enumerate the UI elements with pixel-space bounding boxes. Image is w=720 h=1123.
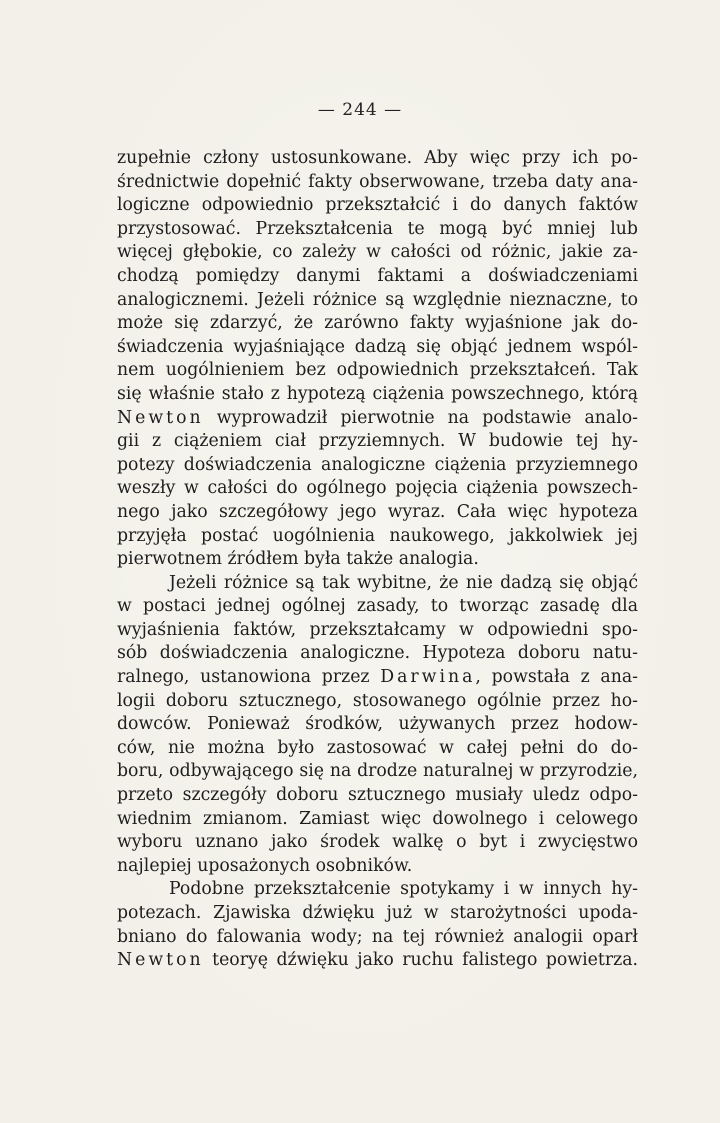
text-line: chodzą pomiędzy danymi faktami a doświadczeniami xyxy=(117,265,638,286)
spaced-name-darwina: Darwina xyxy=(380,667,476,688)
text-line: przystosować. Przekształcenia te mogą być mniej lub xyxy=(117,218,638,239)
text-line: wiednim zmianom. Zamiast więc dowolnego i celowego xyxy=(117,808,638,829)
text-line: świadczenia wyjaśniające dadzą się objąć jednem wspól- xyxy=(117,336,638,357)
text-line: w postaci jednej ogólnej zasady, to tworząc zasadę dla xyxy=(117,596,638,617)
text-line: przeto szczegóły doboru sztucznego musiały uledz odpo- xyxy=(117,785,638,806)
text-line: sób doświadczenia analogiczne. Hypoteza doboru natu- xyxy=(117,643,638,664)
text-line: bniano do falowania wody; na tej również analogii oparł xyxy=(117,926,638,947)
text-line: potezach. Zjawiska dźwięku już w starożytności upoda- xyxy=(117,903,638,923)
text-line: Jeżeli różnice są tak wybitne, że nie dadzą się objąć xyxy=(169,572,638,593)
text-line: nem uogólnieniem bez odpowiednich przekształceń. Tak xyxy=(117,360,638,381)
spaced-name-newton: Newton xyxy=(117,950,204,971)
text-line: wyboru uznano jako środek walkę o byt i zwycięstwo xyxy=(117,832,638,853)
text-line: ców, nie można było zastosować w całej pełni do do- xyxy=(117,737,638,758)
text-line: dowców. Ponieważ środków, używanych przez hodow- xyxy=(117,714,638,735)
text-line: weszły w całości do ogólnego pojęcia ciążenia powszech- xyxy=(117,478,638,499)
text-line: ralnego, ustanowiona przez Darwina, powstała z ana- xyxy=(117,667,638,688)
text-line: się właśnie stało z hypotezą ciążenia powszechnego, którą xyxy=(117,383,638,404)
text-line: przyjęła postać uogólnienia naukowego, jakkolwiek jej xyxy=(117,525,638,546)
text-line: Podobne przekształcenie spotykamy i w innych hy- xyxy=(169,879,638,900)
text-line: najlepiej uposażonych osobników. xyxy=(117,855,413,876)
text-line: nego jako szczegółowy jego wyraz. Cała więc hypoteza xyxy=(117,501,638,522)
page-number: — 244 — xyxy=(317,100,403,120)
text-line: boru, odbywającego się na drodze naturalnej w przyrodzie, xyxy=(117,761,638,782)
text-line: średnictwie dopełnić fakty obserwowane, trzeba daty ana- xyxy=(117,171,638,192)
text-line: Newton wyprowadził pierwotnie na podstawie analo- xyxy=(117,407,638,428)
text-line: pierwotnem źródłem była także analogia. xyxy=(117,549,479,570)
text-line: zupełnie człony ustosunkowane. Aby więc przy ich po- xyxy=(117,148,638,168)
body-text xyxy=(117,147,638,973)
text-line: może się zdarzyć, że zarówno fakty wyjaśnione jak do- xyxy=(117,313,638,334)
text-line: gii z ciążeniem ciał przyziemnych. W budowie tej hy- xyxy=(117,431,638,452)
text-line: więcej głębokie, co zależy w całości od różnic, jakie za- xyxy=(117,242,638,263)
text-line: wyjaśnienia faktów, przekształcamy w odpowiedni spo- xyxy=(117,619,638,640)
text-line: logiczne odpowiednio przekształcić i do danych faktów xyxy=(117,195,638,216)
spaced-name-newton: Newton xyxy=(117,407,204,428)
text-line: analogicznemi. Jeżeli różnice są względnie nieznaczne, to xyxy=(117,289,638,310)
text-line: Newton teoryę dźwięku jako ruchu falistego powietrza. xyxy=(117,950,638,971)
text-line: logii doboru sztucznego, stosowanego ogólnie przez ho- xyxy=(117,690,638,711)
text-line: potezy doświadczenia analogiczne ciążenia przyziemnego xyxy=(117,454,638,475)
